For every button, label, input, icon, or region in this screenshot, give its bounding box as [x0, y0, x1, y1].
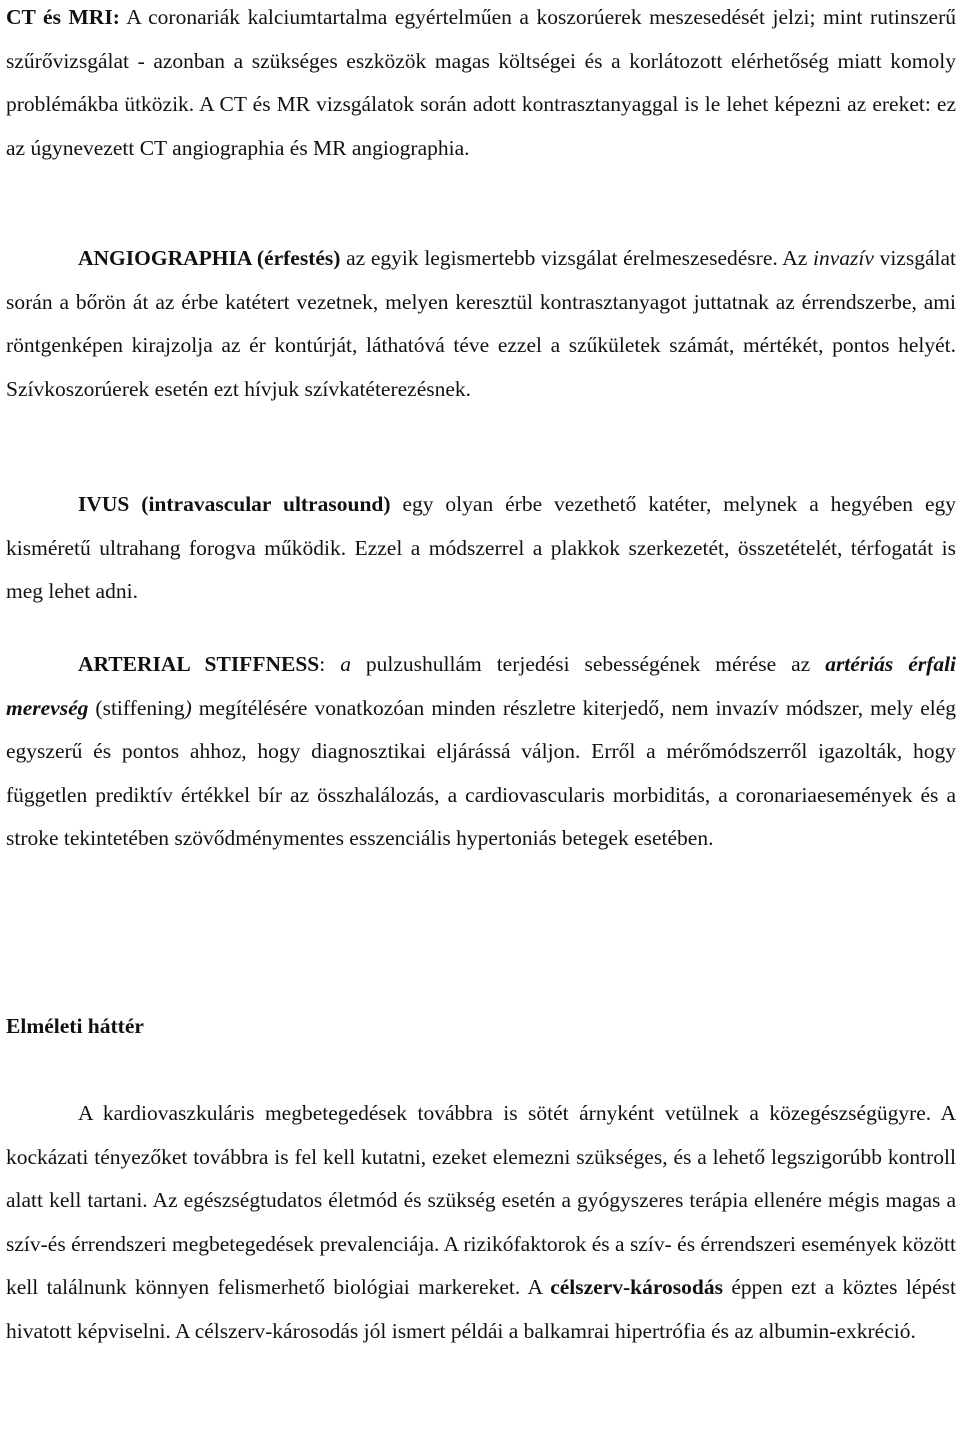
paragraph-angiographia — [6, 237, 956, 411]
angiographia-text-b: vizsgálat során a bőrön át az érbe katétert vezetnek, melyen keresztül kontrasztanyagot juttatnak az érrendszerbe, ami röntgenképen kirajzolja az ér kontúrját, láthatóvá téve ezzel a szűkületek számát, mértékét, pontos helyét. Szívkoszorúerek esetén ezt hívjuk szívkatéterezésnek. — [6, 246, 956, 401]
paragraph-ivus — [6, 483, 956, 614]
paragraph-theory — [6, 1092, 956, 1353]
paragraph-ct-mri — [6, 0, 956, 170]
term-ct-mri: CT és MRI: — [6, 5, 120, 29]
arterial-colon: : — [319, 652, 341, 676]
section-heading-text: Elméleti háttér — [6, 1014, 144, 1038]
theory-text-b: éppen ezt a köztes lépést hivatott képviselni. A célszerv-károsodás jól ismert példái a balkamrai hipertrófia és az albumin-exkréció. — [6, 1275, 956, 1343]
arterial-italic-paren: ) — [184, 695, 192, 720]
paragraph-arterial-stiffness — [6, 643, 956, 861]
theory-text-a: A kardiovaszkuláris megbetegedések továbbra is sötét árnyként vetülnek a közegészségügyre. A kockázati tényezőket továbbra is fel kell kutatni, ezeket elemezni szükséges, és a lehető legszigorúbb kontroll alatt kell tartani. Az egészségtudatos életmód és szükség esetén a gyógyszeres terápia ellenére mégis magas a szív-és érrendszeri megbetegedések prevalenciája. A rizikófaktorok és a szív- és érrendszeri események között kell találnunk könnyen felismerhető biológiai markereket. A — [6, 1101, 956, 1299]
arterial-bold-italic: artériás érfali merevség — [6, 652, 957, 720]
arterial-text-a: pulzushullám terjedési sebességének mérése az — [350, 652, 826, 676]
term-arterial-stiffness: ARTERIAL STIFFNESS — [78, 652, 320, 676]
angiographia-text-a: az egyik legismertebb vizsgálat érelmeszesedésre. Az — [340, 246, 813, 270]
ct-mri-text: A coronariák kalciumtartalma egyértelműen a koszorúerek meszesedését jelzi; mint rutinszerű szűrővizsgálat - azonban a szükséges eszközök magas költségei és a korlátozott elérhetőség miatt komoly problémákba ütközik. A CT és MR vizsgálatok során adott kontrasztanyaggal is le lehet képezni az ereket: ez az úgynevezett CT angiographia és MR angiographia. — [6, 5, 956, 160]
term-angiographia: ANGIOGRAPHIA (érfestés) — [78, 246, 341, 270]
theory-bold: célszerv-károsodás — [550, 1275, 723, 1299]
angiographia-italic: invazív — [812, 246, 874, 270]
arterial-text-c: megítélésére vonatkozóan minden részletre kiterjedő, nem invazív módszer, mely elég egyszerű és pontos ahhoz, hogy diagnosztikai eljárássá váljon. Erről a mérőmódszerről igazolták, hogy független prediktív értékkel bír az összhalálozás, a cardiovascularis morbiditás, a coronariaesemények és a stroke tekintetében szövődménymentes esszenciális hypertoniás betegek esetében. — [6, 695, 957, 850]
term-ivus: IVUS (intravascular ultrasound) — [78, 492, 391, 516]
arterial-italic-a: a — [340, 652, 351, 676]
section-heading — [6, 1005, 956, 1049]
ivus-text: egy olyan érbe vezethető katéter, melynek a hegyében egy kisméretű ultrahang forogva működik. Ezzel a módszerrel a plakkok szerkezetét, összetételét, térfogatát is meg lehet adni. — [6, 492, 956, 603]
arterial-text-b: (stiffening — [88, 695, 185, 720]
